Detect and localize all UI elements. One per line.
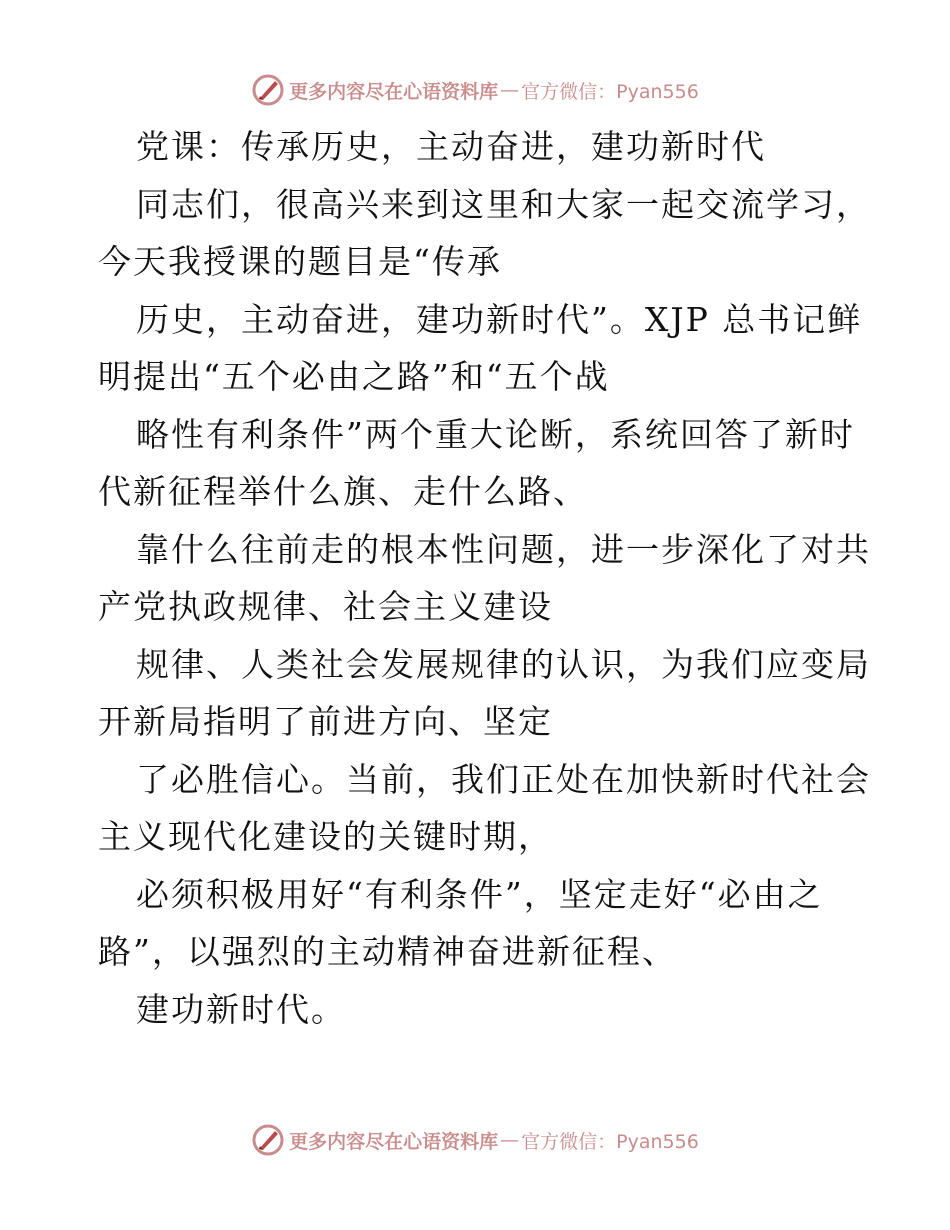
quill-pen-logo-icon <box>251 73 285 107</box>
text-line: 靠什么往前走的根本性问题，进一步深化了对共 <box>136 529 871 569</box>
text-line: 路”，以强烈的主动精神奋进新征程、 <box>98 932 677 971</box>
footer-banner <box>0 1120 950 1160</box>
header-banner <box>0 70 950 110</box>
banner-wechat-text: 官方微信：Pyan556 <box>521 1130 699 1153</box>
text-line: 产党执政规律、社会主义建设 <box>98 587 553 626</box>
text-line: 必须积极用好“有利条件”，坚定走好“必由之 <box>136 874 823 914</box>
text-line: 明提出“五个必由之路”和“五个战 <box>98 357 610 396</box>
text-line: 了必胜信心。当前，我们正处在加快新时代社会 <box>136 759 871 799</box>
text-line: 今天我授课的题目是“传承 <box>98 242 502 281</box>
banner-dash: — <box>500 1129 520 1151</box>
document-body <box>98 118 871 1038</box>
banner-site-text: 更多内容尽在心语资料库 <box>289 1130 499 1153</box>
banner-dash: — <box>500 79 520 101</box>
text-line: 开新局指明了前进方向、坚定 <box>98 702 553 741</box>
text-line: 规律、人类社会发展规律的认识，为我们应变局 <box>136 644 871 684</box>
text-line: 同志们，很高兴来到这里和大家一起交流学习， <box>136 184 871 224</box>
text-line: 代新征程举什么旗、走什么路、 <box>98 472 588 511</box>
text-line: 历史，主动奋进，建功新时代”。XJP 总书记鲜 <box>136 299 863 339</box>
quill-pen-logo-icon <box>251 1123 285 1157</box>
text-line: 主义现代化建设的关键时期， <box>98 817 553 856</box>
banner-wechat-text: 官方微信：Pyan556 <box>521 80 699 103</box>
banner-site-text: 更多内容尽在心语资料库 <box>289 80 499 103</box>
document-title: 党课：传承历史，主动奋进，建功新时代 <box>136 127 766 166</box>
text-line: 建功新时代。 <box>136 989 346 1029</box>
text-line: 略性有利条件”两个重大论断，系统回答了新时 <box>136 414 855 454</box>
